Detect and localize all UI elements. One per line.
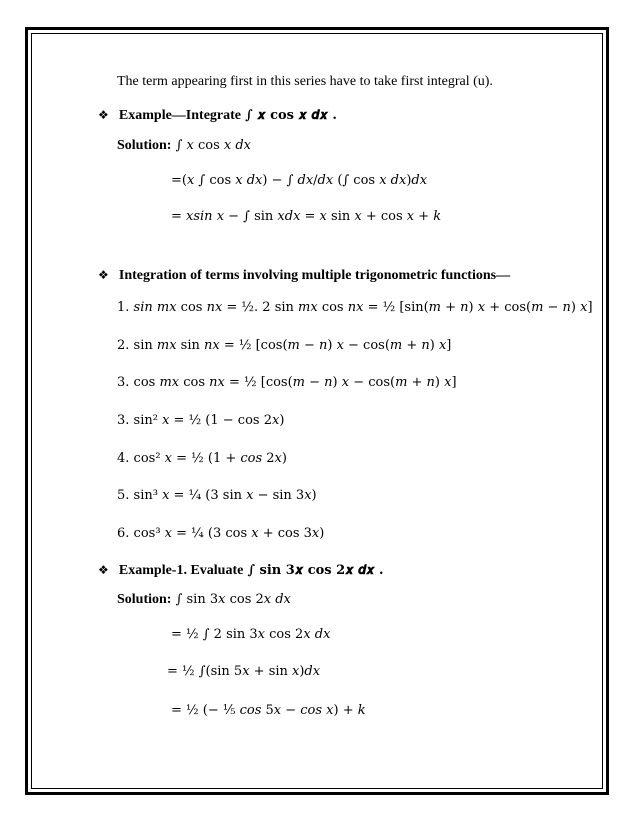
identity-7: 6. cos³ 𝑥 = ¼ (3 cos 𝑥 + cos 3𝑥) bbox=[117, 526, 325, 541]
solution2-step1: = ½ ∫ 2 sin 3𝑥 cos 2𝑥 𝑑𝑥 bbox=[171, 627, 331, 642]
solution2-line bbox=[117, 591, 291, 609]
solution1-line bbox=[117, 137, 251, 155]
solution1-label: Solution: bbox=[117, 138, 172, 153]
intro-text: The term appearing first in this series have to take first integral (u). bbox=[117, 74, 493, 89]
section-heading bbox=[98, 266, 510, 285]
example2-label: Example-1. Evaluate bbox=[118, 563, 244, 578]
example1-expr: ∫ 𝒙 𝐜𝐨𝐬 𝒙 𝒅𝒙 . bbox=[245, 108, 337, 123]
example2-heading bbox=[98, 561, 384, 580]
identity-2: 2. sin 𝑚𝑥 sin 𝑛𝑥 = ½ [cos(𝑚 − 𝑛) 𝑥 − cos(𝑚 + 𝑛) 𝑥] bbox=[117, 338, 452, 353]
example1-heading bbox=[98, 106, 337, 125]
identity-1: 1. 𝑠𝑖𝑛 𝑚𝑥 cos 𝑛𝑥 = ½. 2 sin 𝑚𝑥 cos 𝑛𝑥 = ½ [sin(𝑚 + 𝑛) 𝑥 + cos(𝑚 − 𝑛) 𝑥] bbox=[117, 300, 593, 315]
solution2-expr: ∫ sin 3𝑥 cos 2𝑥 𝑑𝑥 bbox=[175, 592, 291, 607]
solution1-expr: ∫ 𝑥 cos 𝑥 𝑑𝑥 bbox=[175, 138, 252, 153]
diamond-bullet-icon: ❖ bbox=[98, 268, 109, 282]
example2-expr: ∫ 𝐬𝐢𝐧 𝟑𝒙 𝐜𝐨𝐬 𝟐𝒙 𝒅𝒙 . bbox=[247, 563, 384, 578]
solution2-step3: = ½ (− ⅕ 𝑐𝑜𝑠 5𝑥 − 𝑐𝑜𝑠 𝑥) + 𝑘 bbox=[171, 703, 366, 718]
identity-3: 3. cos 𝑚𝑥 cos 𝑛𝑥 = ½ [cos(𝑚 − 𝑛) 𝑥 − cos(𝑚 + 𝑛) 𝑥] bbox=[117, 375, 457, 390]
solution1-step2: = 𝑥𝑠𝑖𝑛 𝑥 − ∫ sin 𝑥𝑑𝑥 = 𝑥 sin 𝑥 + cos 𝑥 + 𝑘 bbox=[171, 209, 442, 224]
identity-6: 5. sin³ 𝑥 = ¼ (3 sin 𝑥 − sin 3𝑥) bbox=[117, 488, 317, 503]
identity-4: 3. sin² 𝑥 = ½ (1 − cos 2𝑥) bbox=[117, 413, 285, 428]
solution1-step1: =(𝑥 ∫ cos 𝑥 𝑑𝑥) − ∫ 𝑑𝑥/𝑑𝑥 (∫ cos 𝑥 𝑑𝑥)𝑑𝑥 bbox=[171, 173, 428, 188]
solution2-step2: = ½ ∫(sin 5𝑥 + sin 𝑥)𝑑𝑥 bbox=[167, 664, 321, 679]
example1-label: Example—Integrate bbox=[118, 108, 241, 123]
diamond-bullet-icon: ❖ bbox=[98, 108, 109, 122]
diamond-bullet-icon: ❖ bbox=[98, 563, 109, 577]
solution2-label: Solution: bbox=[117, 592, 172, 607]
identity-5: 4. cos² 𝑥 = ½ (1 + 𝑐𝑜𝑠 2𝑥) bbox=[117, 451, 287, 466]
section-title: Integration of terms involving multiple trigonometric functions— bbox=[118, 268, 511, 283]
